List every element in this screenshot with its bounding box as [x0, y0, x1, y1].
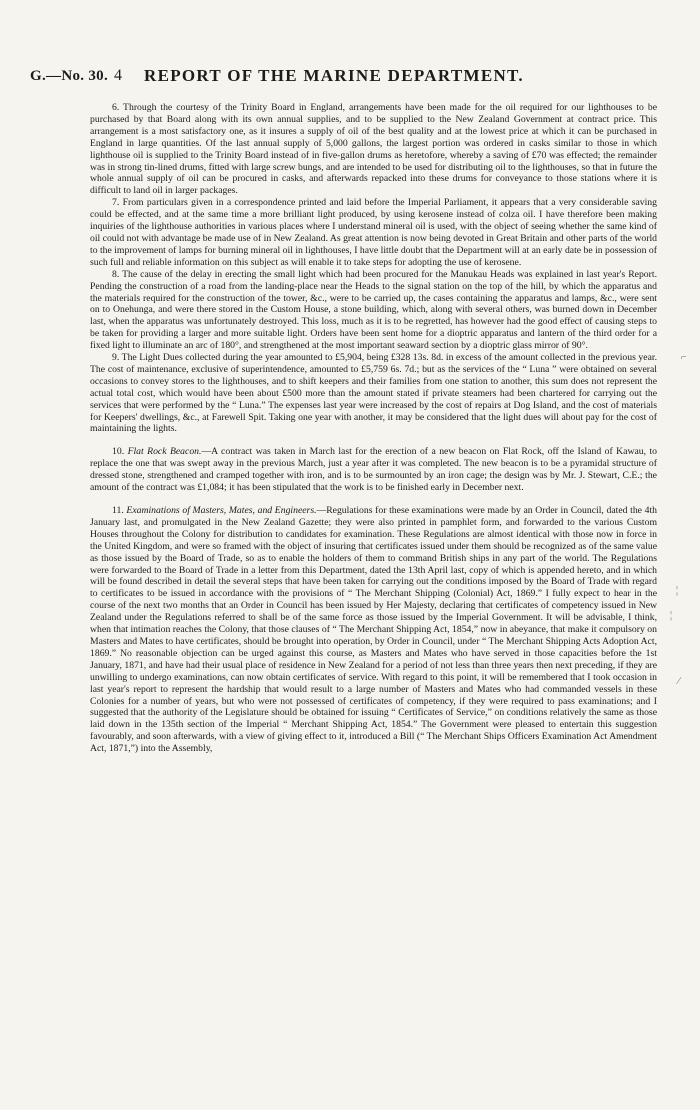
- margin-pencil-mark: ⁄: [678, 676, 680, 687]
- paragraph-10-flat-rock-beacon: 10. Flat Rock Beacon.—A contract was taken in March last for the erection of a new beacon on Flat Rock, off the Island of Kawau, to replace the one that was swept away in the previous March, just a year after it was completed. The new beacon is to be a pyramidal structure of dressed stone, strengthened and cramped together with iron, and is to be surmounted by an iron cage; the design was by Mr. J. Stewart, C.E.; the amount of the contract was £1,084; it has been stipulated that the work is to be finished early in December next.: [90, 446, 658, 494]
- margin-pencil-mark: ⌐: [681, 352, 687, 363]
- document-id: G.—No. 30.: [30, 68, 108, 84]
- page-title: REPORT OF THE MARINE DEPARTMENT.: [144, 66, 524, 85]
- body-text: [90, 102, 657, 755]
- paragraph-7: 7. From particulars given in a correspondence printed and laid before the Imperial Parliament, it appears that a very considerable saving could be effected, and at the same time a more brilliant light produced, by using kerosene instead of colza oil. I have therefore been making inquiries of the lighthouse authorities in various places where I understand mineral oil is used, with the object of seeing whether the same kind of oil could not with advantage be made use of in New Zealand. As great attention is now being devoted in Great Britain and other parts of the world to the improvement of lamps for burning mineral oil in lighthouses, I have little doubt that the Department will at an early date be in possession of such full and reliable information on this subject as will enable it to take steps for adopting the use of kerosene.: [90, 197, 657, 268]
- margin-pencil-mark: ¦: [676, 585, 679, 596]
- paragraph-11-examinations: 11. Examinations of Masters, Mates, and Engineers.—Regulations for these examinations were made by an Order in Council, dated the 4th January last, and promulgated in the New Zealand Gazette; they were also printed in pamphlet form, and forwarded to the various Custom Houses throughout the Colony for distribution to candidates for examination. These Regulations are almost identical with those now in force in the United Kingdom, and were so framed with the object of insuring that certificates issued under them should be recognized as of the same value as those issued by the Board of Trade, so as to enable the holders of them to command British ships in any part of the world. The Regulations were forwarded to the Board of Trade in a letter from this Department, dated the 13th April last, copy of which is appended hereto, and in which will be found described in detail the several steps that have been taken for carrying out the conditions imposed by the Board of Trade with regard to certificates to be issued in accordance with the provisions of “ The Merchant Shipping (Colonial) Act, 1869.” I fully expect to hear in the course of the next two months that an Order in Council has been issued by Her Majesty, declaring that certificates of competency issued in New Zealand under the Regulations referred to shall be of the same force as those issued by the Imperial Government. It will be advisable, I think, when that intimation reaches the Colony, that those clauses of “ The Merchant Shipping Act, 1854,” now in abeyance, that make it compulsory on Masters and Mates to have certificates, should be brought into operation, by Order in Council, under “ The Merchant Shipping Acts Adoption Act, 1869.” No reasonable objection can be urged against this course, as Masters and Mates who have served in those capacities before the 1st January, 1871, and have had their usual place of residence in New Zealand for a period of not less than three years then next preceding, if they are unwilling to undergo examinations, can now obtain certificates of service. With regard to this point, it will be remembered that I took occasion in last year's report to represent the hardship that would result to a large number of Masters and Mates who had commanded vessels in these Colonies for a number of years, but who were not possessed of certificates of competency, if they were required to pass examinations; and I suggested that the authority of the Legislature should be obtained for issuing “ Certificates of Service,” on conditions relatively the same as those laid down in the 135th section of the Imperial “ Merchant Shipping Act, 1854.” The Government were pleased to entertain this suggestion favourably, and soon afterwards, with a view of giving effect to it, introduced a Bill (“ The Merchant Ships Officers Examination Act Amendment Act, 1871,”) into the Assembly,: [90, 505, 658, 755]
- paragraph-6: 6. Through the courtesy of the Trinity Board in England, arrangements have been made for the oil required for our lighthouses to be purchased by that Board along with its own annual supplies, and to be supplied to the New Zealand Government at contract price. This arrangement is a most satisfactory one, as it insures a supply of oil of the best quality and at the lowest price at which it can be purchased in England in large quantities. Of the last annual supply of 5,000 gallons, the largest portion was ordered in casks similar to those in which lighthouse oil is supplied to the Trinity Board instead of in five-gallon drums as heretofore, whereby a saving of £70 was effected; the remainder was in strong tin-lined drums, fitted with large screw bungs, and are intended to be used for distributing oil to the lighthouses, so that in future the whole annual supply of oil can be procured in casks, and afterwards repacked into these drums for conveyance to those stations where it is difficult to land oil in larger packages.: [90, 102, 657, 197]
- italic-heading: Flat Rock Beacon.: [127, 446, 202, 458]
- italic-heading: Examinations of Masters, Mates, and Engineers.: [126, 505, 317, 516]
- margin-pencil-mark: ¦: [670, 610, 673, 621]
- paragraph-9: 9. The Light Dues collected during the year amounted to £5,904, being £328 13s. 8d. in excess of the amount collected in the previous year. The cost of maintenance, exclusive of superintendence, amounted to £5,759 6s. 7d.; but as the services of the “ Luna ” were obtained on several occasions to convey stores to the lighthouses, and to shift keepers and their families from one station to another, this sum does not represent the actual total cost, which would have been about £500 more than the amount stated if private steamers had been chartered for carrying out the services that were performed by the “ Luna.” The expenses last year were increased by the cost of repairs at Dog Island, and the cost of materials for Keepers' dwellings, &c., at Farewell Spit. Taking one year with another, it may be considered that the light dues will about pay for the cost of maintaining the lights.: [90, 352, 657, 435]
- paragraph-8: 8. The cause of the delay in erecting the small light which had been procured for the Manukau Heads was explained in last year's Report. Pending the construction of a road from the landing-place near the Heads to the signal station on the top of the hill, by which the apparatus and the materials required for the construction of the tower, &c., were to be carried up, the cases containing the apparatus and lamps, &c., were sent on to Onehunga, and were there stored in the Custom House, a stone building, which, along with several others, was burned down in December last, when the apparatus was unfortunately destroyed. This loss, much as it is to be regretted, has however had the good effect of causing steps to be taken for providing a larger and more suitable light. Orders have been sent home for a dioptric apparatus and lantern of the third order for a fixed light to illuminate an arc of 180°, and strengthened at the most important seaward section by a dioptric glass mirror of 90°.: [90, 268, 657, 352]
- page-number: 4: [114, 67, 122, 84]
- page-header: [30, 68, 670, 90]
